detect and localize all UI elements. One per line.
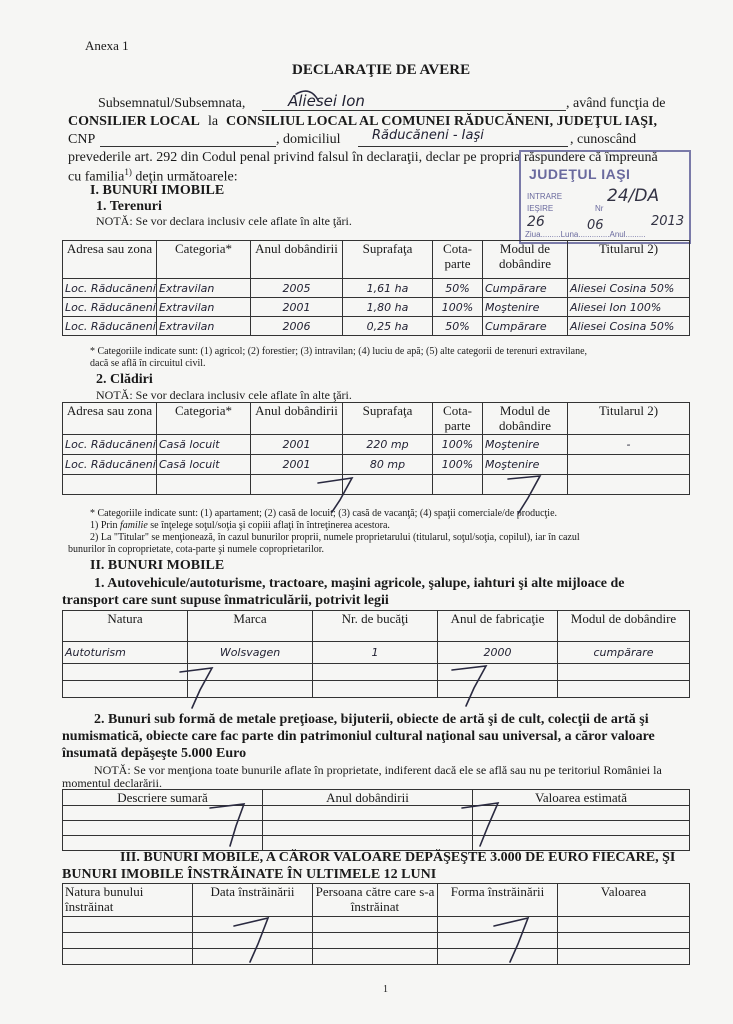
stamp-year: 2013 (651, 214, 685, 229)
col-descriere: Descriere sumară (63, 790, 263, 806)
cell[interactable]: 100% (433, 298, 483, 317)
col-anul: Anul dobândirii (251, 403, 343, 435)
cell[interactable]: Moştenire (483, 298, 568, 317)
col-cota: Cota-parte (433, 241, 483, 279)
col-natura: Natura bunului înstrăinat (63, 884, 193, 917)
valuables-note-2: momentul declarării. (62, 776, 162, 790)
valuables-note-1: NOTĂ: Se vor menţiona toate bunurile aflate în proprietate, indiferent dacă ele se află sau nu pe teritoriul României la (94, 763, 662, 777)
stamp-iesire-label: IEŞIRE (527, 204, 554, 213)
col-suprafata: Suprafaţa (343, 403, 433, 435)
cell[interactable]: Casă locuit (157, 455, 251, 475)
cladiri-footnote-1: * Categoriile indicate sunt: (1) apartament; (2) casă de locuit; (3) casă de vacanţă; (4) spaţii comerciale/de producţie. (90, 508, 558, 519)
terenuri-footnote-1: * Categoriile indicate sunt: (1) agricol; (2) forestier; (3) intravilan; (4) luciu de apă; (5) alte categorii de terenuri extravilane, (90, 346, 588, 357)
cell[interactable]: 80 mp (343, 455, 433, 475)
col-modul: Modul de dobândire (558, 611, 690, 642)
cell[interactable]: Aliesei Ion 100% (568, 298, 690, 317)
stamp-nr-label: Nr (595, 204, 604, 213)
cladiri-footnote-3: 2) La "Titular" se menţionează, în cazul bunurilor proprii, numele proprietarului (titularul, soţul/soţia, copilul), iar în cazul (90, 532, 580, 543)
footnote-ref-1: 1) (124, 167, 132, 177)
terenuri-footnote-2: dacă se află în circuitul civil. (90, 358, 206, 369)
name-field[interactable]: Aliesei Ion (288, 92, 365, 110)
cell[interactable]: cumpărare (558, 642, 690, 664)
cell[interactable]: Loc. Răducăneni (63, 455, 157, 475)
at-label: la (208, 114, 219, 129)
function-value: CONSILIER LOCAL (68, 114, 200, 129)
cladiri-strike-mark-2 (508, 476, 540, 514)
col-modul: Modul de dobândire (483, 241, 568, 279)
cell[interactable]: 2001 (251, 435, 343, 455)
col-titular: Titularul 2) (568, 403, 690, 435)
cell[interactable]: 220 mp (343, 435, 433, 455)
cell[interactable]: 100% (433, 435, 483, 455)
alienated-strike-mark-1 (234, 918, 268, 962)
domiciliu-label: , domiciliul (276, 132, 341, 147)
cell[interactable]: Extravilan (157, 317, 251, 336)
col-data: Data înstrăinării (193, 884, 313, 917)
institution-value: CONSILIUL LOCAL AL COMUNEI RĂDUCĂNENI, JUDEŢUL IAŞI, (226, 114, 657, 129)
document-title: DECLARAŢIE DE AVERE (292, 62, 471, 78)
cell[interactable]: 0,25 ha (343, 317, 433, 336)
subsemnatul-label: Subsemnatul/Subsemnata, (98, 96, 246, 111)
section-2-heading: II. BUNURI MOBILE (90, 558, 225, 573)
cell[interactable]: 50% (433, 317, 483, 336)
stamp-nr-value: 24/DA (607, 186, 660, 206)
cell[interactable]: Loc. Răducăneni (63, 279, 157, 298)
page-number: 1 (383, 984, 388, 995)
valuables-heading-1: 2. Bunuri sub formă de metale preţioase, bijuterii, obiecte de artă şi de cult, colecţii de artă şi (94, 712, 649, 727)
cell[interactable]: Cumpărare (483, 279, 568, 298)
cell[interactable]: Moştenire (483, 435, 568, 455)
cell[interactable]: Loc. Răducăneni (63, 298, 157, 317)
footnote-2b: familie (120, 520, 148, 531)
cell[interactable]: Casă locuit (157, 435, 251, 455)
cell[interactable]: Moştenire (483, 455, 568, 475)
vehicles-heading-2: transport care sunt supuse înmatriculării, potrivit legii (62, 593, 389, 608)
cell[interactable]: 100% (433, 455, 483, 475)
vehicles-strike-mark-1 (180, 668, 212, 708)
function-label: , având funcţia de (566, 96, 666, 111)
intro-line-4a: cu familia (68, 169, 125, 185)
cladiri-footnote-4: bunurilor în coproprietate, cota-parte şi numele coproprietarilor. (68, 544, 325, 555)
cell[interactable]: 1,61 ha (343, 279, 433, 298)
stamp-intrare-label: INTRARE (527, 192, 563, 201)
col-suprafata: Suprafaţa (343, 241, 433, 279)
cell[interactable]: 1,80 ha (343, 298, 433, 317)
cell[interactable]: Extravilan (157, 279, 251, 298)
vehicles-strike-mark-2 (452, 666, 486, 706)
col-categoria: Categoria* (157, 403, 251, 435)
col-forma: Forma înstrăinării (438, 884, 558, 917)
cell[interactable]: Loc. Răducăneni (63, 435, 157, 455)
col-anul: Anul dobândirii (251, 241, 343, 279)
cladiri-strike-mark-1 (318, 478, 352, 512)
col-adresa: Adresa sau zona (63, 241, 157, 279)
cell[interactable]: 50% (433, 279, 483, 298)
name-flourish (296, 91, 318, 100)
stamp-county: JUDEŢUL IAŞI (529, 166, 631, 182)
col-valoarea: Valoarea estimată (473, 790, 690, 806)
cnp-label: CNP (68, 132, 96, 147)
cell[interactable]: Loc. Răducăneni (63, 317, 157, 336)
section-3-heading-2: BUNURI IMOBILE ÎNSTRĂINATE ÎN ULTIMELE 12 LUNI (62, 867, 437, 882)
cell[interactable]: - (568, 435, 690, 455)
col-anul: Anul dobândirii (263, 790, 473, 806)
cell[interactable]: Aliesei Cosina 50% (568, 279, 690, 298)
cell[interactable]: 1 (313, 642, 438, 664)
cell[interactable]: 2006 (251, 317, 343, 336)
section-3-heading-1: III. BUNURI MOBILE, A CĂROR VALOARE DEPĂŞEŞTE 3.000 DE EURO FIECARE, ŞI (120, 850, 676, 865)
section-1-heading: I. BUNURI IMOBILE (90, 183, 225, 198)
vehicles-heading-1: 1. Autovehicule/autoturisme, tractoare, maşini agricole, şalupe, iahturi şi alte mijloace de (94, 576, 625, 591)
cell[interactable]: 2001 (251, 298, 343, 317)
stamp-date-labels: Ziua.........Luna..............Anul......... (525, 230, 646, 239)
stamp-day: 26 (527, 214, 545, 230)
cell[interactable]: Wolsvagen (188, 642, 313, 664)
col-marca: Marca (188, 611, 313, 642)
domiciliu-field[interactable]: Răducăneni - Iaşi (372, 128, 484, 143)
cell[interactable]: Autoturism (63, 642, 188, 664)
terenuri-heading: 1. Terenuri (96, 199, 162, 214)
cell[interactable]: 2001 (251, 455, 343, 475)
footnote-2a: 1) Prin (90, 520, 120, 531)
col-natura: Natura (63, 611, 188, 642)
cell[interactable]: Cumpărare (483, 317, 568, 336)
intro-line-4b: deţin următoarele: (131, 169, 238, 185)
intro-line-3: prevederile art. 292 din Codul penal privind falsul în declaraţii, declar pe propria răspundere că împreună (68, 150, 658, 165)
cell[interactable]: Aliesei Cosina 50% (568, 317, 690, 336)
valuables-heading-3: însumată depăşeşte 5.000 Euro (62, 746, 247, 761)
valuables-strike-mark-2 (462, 803, 498, 846)
cladiri-note: NOTĂ: Se vor declara inclusiv cele aflate în alte ţări. (96, 388, 352, 402)
col-cota: Cota-parte (433, 403, 483, 435)
terenuri-note: NOTĂ: Se vor declara inclusiv cele aflate în alte ţări. (96, 214, 352, 228)
cell[interactable]: Extravilan (157, 298, 251, 317)
alienated-strike-mark-2 (494, 918, 528, 962)
cunoscand-label: , cunoscând (570, 132, 637, 147)
col-valoarea: Valoarea (558, 884, 690, 917)
annex-label: Anexa 1 (85, 38, 129, 53)
stamp-month: 06 (587, 218, 604, 233)
col-adresa: Adresa sau zona (63, 403, 157, 435)
valuables-heading-2: numismatică, obiecte care fac parte din patrimoniul cultural naţional sau universal, a căror valoare (62, 729, 655, 744)
col-an-fabricatie: Anul de fabricaţie (438, 611, 558, 642)
col-modul: Modul de dobândire (483, 403, 568, 435)
cladiri-heading: 2. Clădiri (96, 372, 153, 387)
cell[interactable]: 2005 (251, 279, 343, 298)
col-titular: Titularul 2) (568, 241, 690, 279)
col-categoria: Categoria* (157, 241, 251, 279)
col-persoana: Persoana către care s-a înstrăinat (313, 884, 438, 917)
valuables-strike-mark-1 (210, 804, 244, 846)
footnote-2c: se înţelege soţul/soţia şi copiii aflaţi în întreţinerea acestora. (147, 520, 390, 531)
col-bucati: Nr. de bucăţi (313, 611, 438, 642)
cell[interactable]: 2000 (438, 642, 558, 664)
